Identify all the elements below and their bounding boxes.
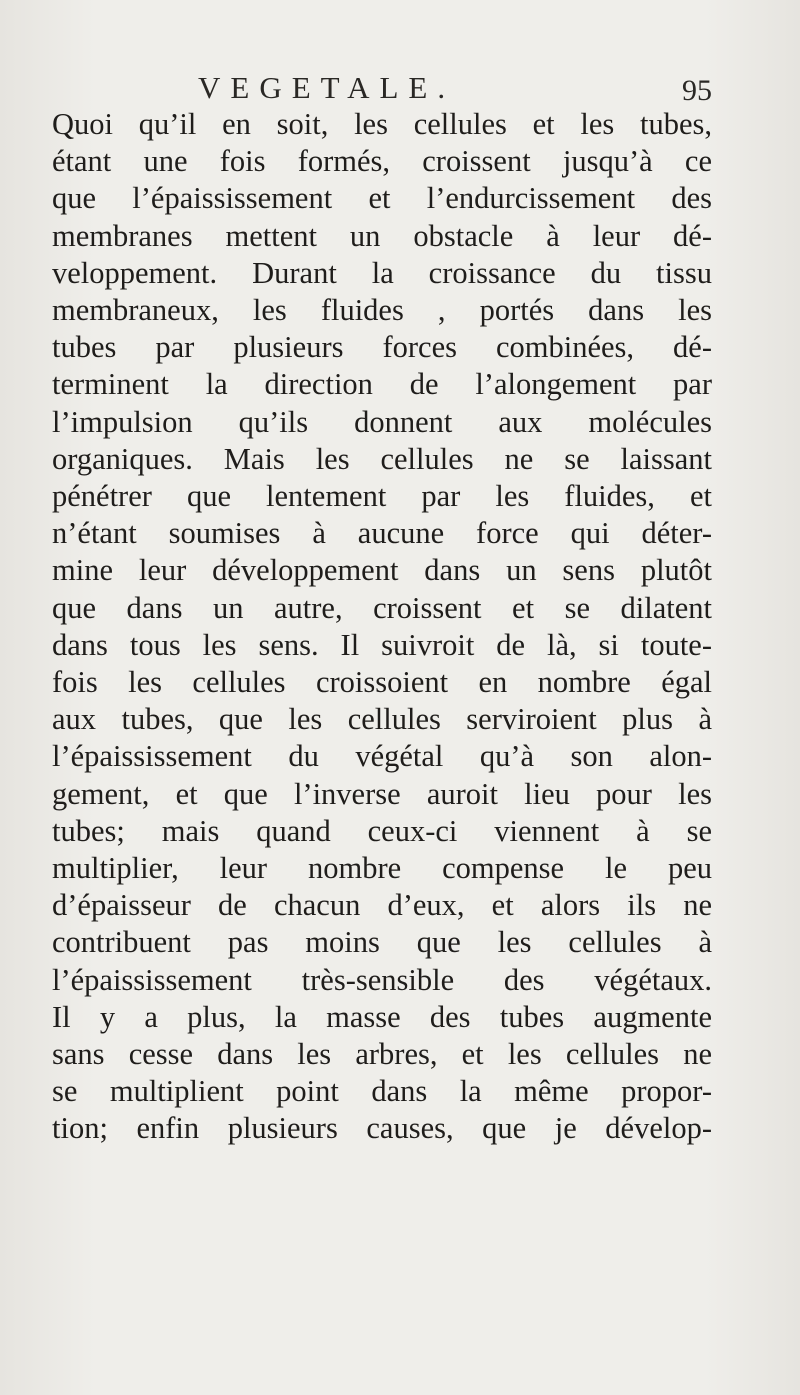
text-line: tion; enfin plusieurs causes, que je dévelop- xyxy=(52,1111,712,1146)
text-line: se multiplient point dans la même propor- xyxy=(52,1074,712,1109)
text-line: étant une fois formés, croissent jusqu’à ce xyxy=(52,144,712,179)
text-line: membranes mettent un obstacle à leur dé- xyxy=(52,218,712,253)
text-line: tubes; mais quand ceux-ci viennent à se xyxy=(52,813,712,848)
text-line: fois les cellules croissoient en nombre égal xyxy=(52,665,712,700)
text-line: multiplier, leur nombre compense le peu xyxy=(52,851,712,886)
text-line: terminent la direction de l’alongement par xyxy=(52,367,712,402)
text-line: l’épaississement très-sensible des végétaux. xyxy=(52,962,712,997)
text-line: contribuent pas moins que les cellules à xyxy=(52,925,712,960)
text-line: tubes par plusieurs forces combinées, dé- xyxy=(52,330,712,365)
text-line: l’épaississement du végétal qu’à son alon- xyxy=(52,739,712,774)
page-number: 95 xyxy=(682,74,712,107)
running-head: VEGETALE. xyxy=(198,70,456,105)
text-line: sans cesse dans les arbres, et les cellules ne xyxy=(52,1037,712,1072)
text-line: gement, et que l’inverse auroit lieu pour les xyxy=(52,776,712,811)
text-line: d’épaisseur de chacun d’eux, et alors ils ne xyxy=(52,888,712,923)
text-line: Quoi qu’il en soit, les cellules et les tubes, xyxy=(52,107,712,141)
text-line: aux tubes, que les cellules serviroient plus à xyxy=(52,702,712,737)
text-line: mine leur développement dans un sens plutôt xyxy=(52,553,712,588)
text-line: pénétrer que lentement par les fluides, et xyxy=(52,479,712,514)
text-line: Il y a plus, la masse des tubes augmente xyxy=(52,999,712,1034)
text-line: l’impulsion qu’ils donnent aux molécules xyxy=(52,404,712,439)
body-text xyxy=(52,106,712,1148)
text-line: dans tous les sens. Il suivroit de là, si toute- xyxy=(52,627,712,662)
text-line: que l’épaississement et l’endurcissement des xyxy=(52,181,712,216)
text-line: organiques. Mais les cellules ne se laissant xyxy=(52,441,712,476)
text-line: veloppement. Durant la croissance du tissu xyxy=(52,255,712,290)
text-line: membraneux, les fluides , portés dans les xyxy=(52,293,712,328)
text-line: n’étant soumises à aucune force qui déter- xyxy=(52,516,712,551)
text-line: que dans un autre, croissent et se dilatent xyxy=(52,590,712,625)
